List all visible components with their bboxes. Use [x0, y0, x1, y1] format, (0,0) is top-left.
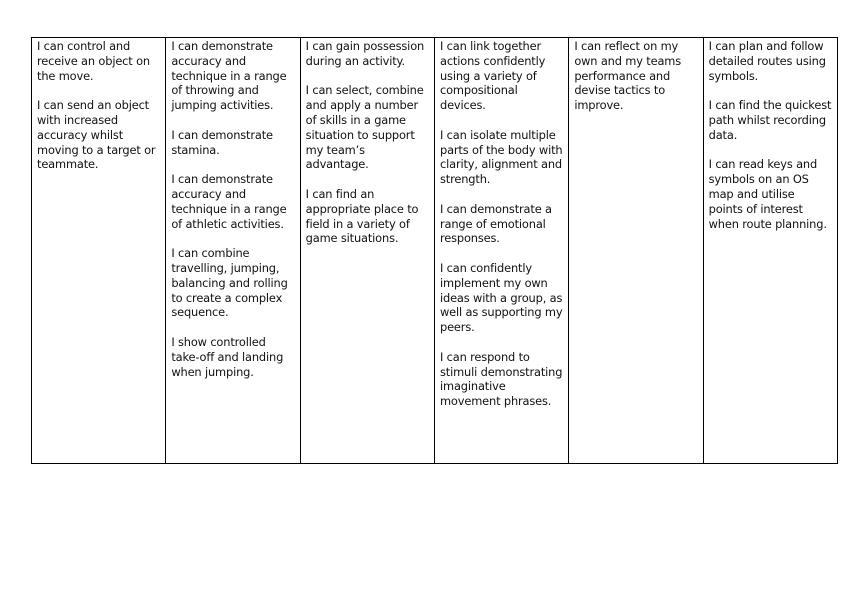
statement: I can respond to stimuli demonstrating imaginative movement phrases.	[439, 349, 563, 409]
statement: I show controlled take-off and landing when jumping.	[171, 334, 284, 379]
statement: I can find the quickest path whilst recording data.	[708, 98, 832, 142]
skills-column-4	[434, 38, 568, 464]
skills-column-2	[166, 38, 300, 464]
statement: I can send an object with increased accuracy whilst moving to a target or teammate.	[37, 98, 156, 172]
statement: I can select, combine and apply a number of skills in a game situation to support my team’s advantage.	[305, 83, 424, 172]
statement: I can link together actions confidently using a variety of compositional devices.	[439, 39, 546, 113]
table-row	[32, 38, 838, 464]
statement: I can demonstrate stamina.	[171, 127, 273, 157]
statement: I can reflect on my own and my teams performance and devise tactics to improve.	[574, 39, 682, 113]
skills-column-1	[32, 38, 166, 464]
skills-column-3	[300, 38, 434, 464]
statement: I can find an appropriate place to field in a variety of game situations.	[305, 186, 419, 246]
statement: I can demonstrate a range of emotional responses.	[439, 201, 552, 246]
statement: I can isolate multiple parts of the body with clarity, alignment and strength.	[439, 127, 563, 187]
skills-column-6	[703, 38, 837, 464]
statement: I can control and receive an object on the move.	[37, 39, 150, 83]
statement: I can read keys and symbols on an OS map and utilise points of interest when route planning.	[708, 157, 827, 231]
statement: I can demonstrate accuracy and technique in a range of athletic activities.	[171, 172, 287, 231]
skills-table	[31, 37, 838, 464]
skills-column-5	[569, 38, 703, 464]
statement: I can gain possession during an activity.	[305, 39, 425, 68]
statement: I can combine travelling, jumping, balancing and rolling to create a complex sequence.	[171, 246, 288, 320]
statement: I can plan and follow detailed routes using symbols.	[708, 39, 826, 83]
statement: I can confidently implement my own ideas with a group, as well as supporting my peers.	[439, 260, 563, 335]
statement: I can demonstrate accuracy and technique in a range of throwing and jumping activities.	[171, 39, 287, 113]
